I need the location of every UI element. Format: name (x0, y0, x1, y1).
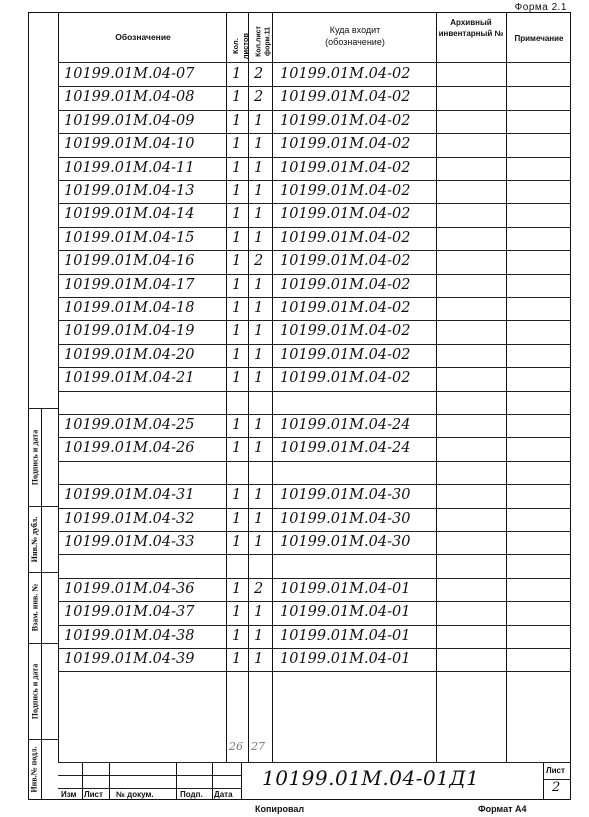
row-sheets-f11: 1 (254, 651, 264, 667)
row-where-used: 10199.01М.04-02 (280, 276, 411, 293)
row-designation: 10199.01М.04-19 (64, 323, 195, 340)
row-where-used: 10199.01М.04-02 (280, 206, 411, 223)
side-label-replace-inv: Взам. инв. № (30, 583, 40, 632)
row-where-used: 10199.01М.04-02 (280, 183, 411, 199)
row-line (58, 250, 571, 251)
row-sheets-f11: 1 (254, 229, 264, 246)
row-sheets: 1 (232, 417, 242, 433)
row-where-used: 10199.01М.04-30 (280, 510, 411, 527)
header-where-used: Куда входит (обозначение) (325, 25, 385, 48)
side-label-dup-inv: Инв.№ дубл. (30, 516, 40, 562)
row-sheets-f11: 1 (254, 183, 264, 199)
row-line (58, 625, 571, 626)
stamp-top-line (58, 762, 571, 763)
row-designation: 10199.01М.04-17 (64, 276, 195, 293)
col-line-f11 (248, 12, 249, 762)
row-sheets: 1 (232, 276, 242, 293)
row-line (58, 133, 571, 134)
footer-format: Формат А4 (478, 804, 527, 814)
row-sheets: 1 (232, 300, 242, 316)
row-sheets: 1 (232, 229, 242, 246)
header-designation: Обозначение (115, 32, 171, 42)
stamp-sheet-number: 2 (552, 780, 561, 795)
col-line-left (58, 12, 59, 762)
row-designation: 10199.01М.04-09 (64, 112, 195, 129)
row-line (58, 601, 571, 602)
side-column-line (41, 408, 42, 800)
row-sheets-f11: 1 (254, 604, 264, 621)
row-sheets: 1 (232, 440, 242, 457)
row-sheets: 1 (232, 206, 242, 223)
row-sheets: 1 (232, 604, 242, 621)
stamp-grid-line (58, 788, 241, 789)
row-where-used: 10199.01М.04-30 (280, 534, 411, 550)
stamp-grid-line (82, 762, 83, 800)
row-designation: 10199.01М.04-38 (64, 627, 195, 644)
row-sheets: 1 (232, 159, 242, 176)
document-code: 10199.01М.04-01Д1 (262, 766, 480, 790)
row-designation: 10199.01М.04-32 (64, 510, 195, 527)
row-sheets-f11: 1 (254, 300, 264, 316)
row-where-used: 10199.01М.04-01 (280, 580, 411, 597)
stamp-podp: Подп. (180, 790, 203, 799)
row-line (58, 484, 571, 485)
stamp-grid-line (543, 762, 544, 800)
row-designation: 10199.01М.04-31 (64, 487, 195, 504)
row-sheets-f11: 2 (254, 253, 264, 270)
side-label-orig-inv: Инв.№ подл. (30, 746, 40, 793)
row-designation: 10199.01М.04-08 (64, 89, 195, 106)
header-qty-sheets: Кол. листов (230, 32, 250, 60)
row-sheets-f11: 2 (254, 89, 264, 106)
row-designation: 10199.01М.04-21 (64, 370, 195, 387)
row-line (58, 297, 571, 298)
row-designation: 10199.01М.04-15 (64, 229, 195, 246)
row-designation: 10199.01М.04-25 (64, 417, 195, 433)
stamp-doc-no: № докум. (116, 790, 154, 799)
row-designation: 10199.01М.04-39 (64, 651, 195, 667)
row-line (58, 648, 571, 649)
row-sheets: 1 (232, 89, 242, 106)
row-designation: 10199.01М.04-14 (64, 206, 195, 223)
row-sheets: 1 (232, 651, 242, 667)
row-line (58, 274, 571, 275)
stamp-grid-line (58, 775, 241, 776)
row-where-used: 10199.01М.04-02 (280, 136, 411, 153)
row-sheets-f11: 1 (254, 112, 264, 129)
stamp-izm: Изм (61, 790, 77, 799)
row-designation: 10199.01М.04-07 (64, 66, 195, 82)
row-line (58, 157, 571, 158)
row-designation: 10199.01М.04-10 (64, 136, 195, 153)
row-sheets: 1 (232, 370, 242, 387)
row-line (58, 203, 571, 204)
row-where-used: 10199.01М.04-02 (280, 300, 411, 316)
row-designation: 10199.01М.04-36 (64, 580, 195, 597)
row-where-used: 10199.01М.04-02 (280, 370, 411, 387)
row-designation: 10199.01М.04-37 (64, 604, 195, 621)
row-sheets-f11: 1 (254, 487, 264, 504)
row-line (58, 437, 571, 438)
row-designation: 10199.01М.04-16 (64, 253, 195, 270)
row-sheets-f11: 1 (254, 323, 264, 340)
row-sheets-f11: 1 (254, 440, 264, 457)
row-line (58, 531, 571, 532)
row-designation: 10199.01М.04-18 (64, 300, 195, 316)
row-sheets-f11: 1 (254, 276, 264, 293)
row-designation: 10199.01М.04-33 (64, 534, 195, 550)
row-sheets: 1 (232, 253, 242, 270)
row-sheets: 1 (232, 510, 242, 527)
col-line-sheets (226, 12, 227, 762)
row-sheets-f11: 1 (254, 370, 264, 387)
row-sheets-f11: 1 (254, 627, 264, 644)
row-line (58, 110, 571, 111)
row-designation: 10199.01М.04-20 (64, 346, 195, 363)
row-line (58, 86, 571, 87)
row-where-used: 10199.01М.04-24 (280, 440, 411, 457)
row-where-used: 10199.01М.04-02 (280, 346, 411, 363)
row-line (58, 227, 571, 228)
row-sheets-f11: 1 (254, 534, 264, 550)
stamp-sheet-label: Лист (546, 766, 565, 775)
row-sheets-f11: 2 (254, 580, 264, 597)
row-sheets-f11: 1 (254, 346, 264, 363)
row-designation: 10199.01М.04-13 (64, 183, 195, 199)
row-line (58, 180, 571, 181)
row-sheets: 1 (232, 346, 242, 363)
stamp-grid-line (109, 762, 110, 800)
side-label-sign-date-2: Подпись и дата (30, 663, 40, 719)
row-sheets-f11: 2 (254, 66, 264, 82)
row-line (58, 554, 571, 555)
row-line (58, 391, 571, 392)
row-line (58, 367, 571, 368)
row-line (58, 344, 571, 345)
row-designation: 10199.01М.04-26 (64, 440, 195, 457)
row-line (58, 578, 571, 579)
row-where-used: 10199.01М.04-02 (280, 159, 411, 176)
row-where-used: 10199.01М.04-01 (280, 627, 411, 644)
row-line (58, 508, 571, 509)
col-line-archive (436, 12, 437, 762)
col-line-note (506, 12, 507, 762)
row-line (58, 461, 571, 462)
row-where-used: 10199.01М.04-02 (280, 229, 411, 246)
row-sheets: 1 (232, 580, 242, 597)
row-sheets-f11: 1 (254, 206, 264, 223)
row-sheets-f11: 1 (254, 159, 264, 176)
row-where-used: 10199.01М.04-02 (280, 89, 411, 106)
row-designation: 10199.01М.04-11 (64, 159, 195, 176)
row-sheets-f11: 1 (254, 510, 264, 527)
row-where-used: 10199.01М.04-01 (280, 651, 411, 667)
header-archive-no: Архивный инвентарный № (438, 18, 504, 38)
row-where-used: 10199.01М.04-24 (280, 417, 411, 433)
row-sheets: 1 (232, 627, 242, 644)
side-label-sign-date-1: Подпись и дата (30, 429, 40, 485)
row-sheets: 1 (232, 487, 242, 504)
stamp-grid-line (212, 762, 213, 800)
total-f11: 27 (251, 740, 265, 753)
row-where-used: 10199.01М.04-02 (280, 253, 411, 270)
total-sheets: 26 (229, 740, 243, 753)
row-sheets: 1 (232, 136, 242, 153)
row-line (58, 414, 571, 415)
row-sheets: 1 (232, 183, 242, 199)
stamp-list: Лист (84, 790, 103, 799)
stamp-grid-line (241, 762, 242, 800)
form-label: Форма 2.1 (514, 2, 567, 13)
page-frame (28, 12, 571, 800)
header-note: Примечание (514, 34, 564, 43)
row-where-used: 10199.01М.04-30 (280, 487, 411, 504)
col-line-where (272, 12, 273, 762)
row-sheets: 1 (232, 66, 242, 82)
header-bottom-line (58, 62, 571, 63)
row-sheets-f11: 1 (254, 136, 264, 153)
row-line (58, 320, 571, 321)
header-qty-sheets-f11: Кол.лист форм.11 (255, 26, 272, 57)
row-where-used: 10199.01М.04-02 (280, 112, 411, 129)
row-sheets: 1 (232, 323, 242, 340)
row-where-used: 10199.01М.04-01 (280, 604, 411, 621)
row-where-used: 10199.01М.04-02 (280, 323, 411, 340)
row-where-used: 10199.01М.04-02 (280, 66, 411, 82)
row-sheets: 1 (232, 534, 242, 550)
stamp-grid-line (176, 762, 177, 800)
row-sheets-f11: 1 (254, 417, 264, 433)
row-sheets: 1 (232, 112, 242, 129)
stamp-data: Дата (214, 790, 233, 799)
footer-copied: Копировал (255, 804, 305, 814)
row-line (58, 671, 571, 672)
